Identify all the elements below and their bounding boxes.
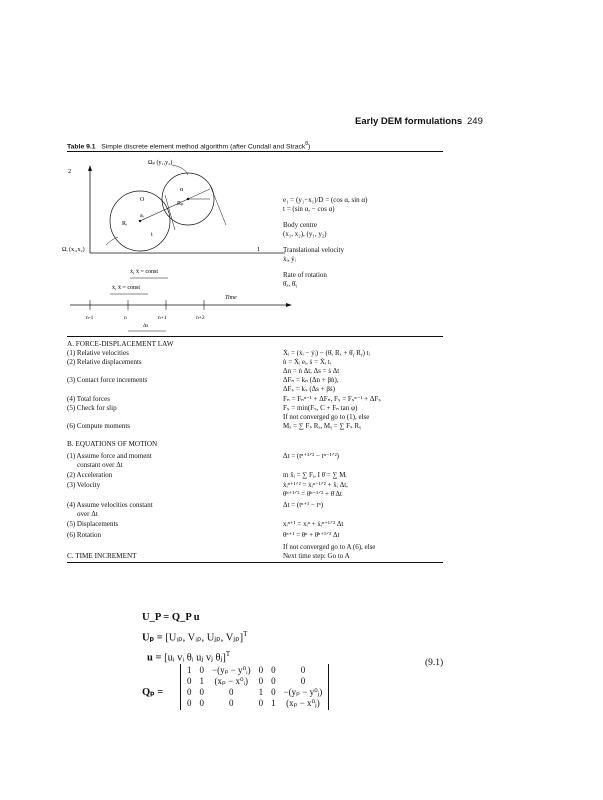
Ri-label: Rᵢ bbox=[122, 221, 127, 227]
rot-value: θ̇ₓ, θ̇ᵧ bbox=[283, 280, 298, 288]
body-centre-label: Body centre bbox=[283, 221, 318, 229]
section-c-title: C. TIME INCREMENT bbox=[67, 552, 137, 560]
secondary-tangent bbox=[210, 185, 226, 225]
omega-p-label: Ωₚ (y₁,y₂) bbox=[148, 160, 173, 166]
matrix-row: 0 0 0 1 0 −(yₚ − y⁰ⱼ) bbox=[187, 687, 323, 697]
matrix-row: 0 0 0 0 1 (xₚ − x⁰ⱼ) bbox=[187, 698, 320, 708]
figure-notes bbox=[283, 196, 443, 289]
dem-figure bbox=[60, 155, 310, 335]
normal-line bbox=[188, 189, 210, 199]
axis-2-label: 2 bbox=[68, 168, 72, 175]
section-b-title: B. EQUATIONS OF MOTION bbox=[67, 440, 158, 448]
q-matrix bbox=[180, 664, 329, 710]
t-definition: t = (sin α, − cos α) bbox=[283, 205, 335, 213]
equation-3: u = [uᵢ vᵢ θᵢ uⱼ vⱼ θⱼ]$^T$ bbox=[147, 650, 231, 664]
running-header bbox=[355, 116, 462, 127]
omega-i-label: Ωᵢ (x₁,x₂) bbox=[62, 247, 85, 253]
equation-2-lhs: Uₚ = bbox=[142, 632, 163, 644]
table-bottom-rule bbox=[67, 562, 443, 563]
body-centre-value: (x₁, x₂), (y₁, y₂) bbox=[283, 230, 327, 238]
tick-label-n-plus-2: n+2 bbox=[196, 315, 205, 321]
tick-label-n-plus-1: n+1 bbox=[158, 315, 167, 321]
q-matrix-table bbox=[183, 665, 326, 709]
equation-1: U_P = Q_P u bbox=[142, 612, 200, 623]
trans-vel-label: Translational velocity bbox=[283, 246, 344, 254]
section-a-title: A. FORCE-DISPLACEMENT LAW bbox=[67, 340, 174, 348]
equation-2-rhs: [Uᵢₚ, Vᵢₚ, Uⱼₚ, Vⱼₚ] bbox=[165, 632, 244, 644]
dt-label: Δt bbox=[143, 323, 149, 329]
equation-4-lhs: Qₚ = bbox=[142, 687, 164, 698]
omega-p-pointer bbox=[172, 165, 188, 175]
matrix-row: 0 1 (xₚ − x⁰ᵢ) 0 0 0 bbox=[187, 676, 306, 686]
equation-number: (9.1) bbox=[425, 658, 444, 668]
rot-label: Rate of rotation bbox=[283, 271, 327, 279]
axis-2-arrow bbox=[88, 165, 92, 171]
ai-label: aᵢ bbox=[140, 213, 144, 219]
table-caption-ref: 8 bbox=[305, 141, 309, 147]
table-top-rule bbox=[67, 151, 443, 152]
tick-label-n: n bbox=[124, 315, 127, 321]
trans-vel-value: ẋᵢ, ẏᵢ bbox=[283, 255, 296, 263]
x-const-label: ẋ, ẍ = const bbox=[112, 285, 141, 291]
matrix-row: 1 0 −(yₚ − y⁰ᵢ) 0 0 0 bbox=[187, 665, 306, 675]
section-c-value: Next time step: Go to A bbox=[283, 552, 350, 560]
header-title: Early DEM formulations bbox=[355, 116, 463, 127]
table-label: Table 9.1 bbox=[67, 143, 96, 151]
O-label: O bbox=[140, 197, 145, 203]
time-label: Time bbox=[225, 295, 237, 301]
axis-1-label: 1 bbox=[257, 246, 261, 253]
dem-figure-svg bbox=[60, 155, 310, 335]
equation-2: Uₚ = [Uᵢₚ, Vᵢₚ, Uⱼₚ, Vⱼₚ]$^T$ bbox=[142, 630, 248, 644]
table-caption-text: Simple discrete element method algorithm (after Cundall and Strack bbox=[101, 143, 306, 151]
alpha-label: α bbox=[180, 187, 184, 193]
omega-i-pointer bbox=[106, 237, 118, 245]
page-number: 249 bbox=[467, 116, 483, 127]
table-caption: Table 9.1 Simple discrete element method algorithm (after Cundall and Strack$^8$) bbox=[67, 141, 311, 151]
t-label: t bbox=[151, 232, 153, 238]
xdot-const-label: ẋ, ẍ = const bbox=[130, 269, 159, 275]
Rp-label: Rₚ bbox=[177, 201, 184, 207]
equation-3-rhs: [uᵢ vᵢ θᵢ uⱼ vⱼ θⱼ] bbox=[164, 652, 226, 664]
time-axis-arrow bbox=[286, 303, 292, 307]
figure-bottom-rule bbox=[67, 336, 443, 337]
tick-label-n-minus-1: n-1 bbox=[86, 315, 94, 321]
equation-3-lhs: u = bbox=[147, 652, 162, 664]
e-definition: e₁ = (y₁−x₁)/D = (cos α, sin α) bbox=[283, 196, 368, 204]
